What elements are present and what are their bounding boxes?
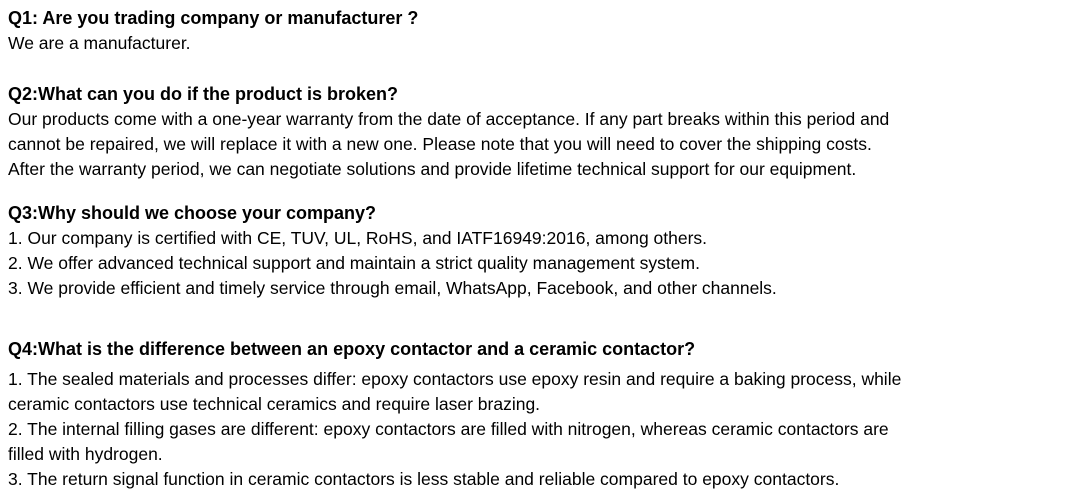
faq-answer-line: ceramic contactors use technical ceramics and require laser brazing. bbox=[8, 394, 541, 414]
faq-answer-line: 2. The internal filling gases are different: epoxy contactors are filled with nitrogen, whereas ceramic contactors are bbox=[8, 419, 889, 439]
faq-answer-q4 bbox=[8, 367, 1062, 492]
faq-section-q2 bbox=[8, 82, 1062, 182]
faq-answer-line: filled with hydrogen. bbox=[8, 444, 163, 464]
faq-question-q4: Q4:What is the difference between an epoxy contactor and a ceramic contactor? bbox=[8, 339, 696, 359]
faq-answer-line: 2. We offer advanced technical support and maintain a strict quality management system. bbox=[8, 253, 700, 273]
faq-section-q3 bbox=[8, 201, 1062, 301]
faq-answer-line: 3. We provide efficient and timely service through email, WhatsApp, Facebook, and other channels. bbox=[8, 278, 777, 298]
faq-question-q2: Q2:What can you do if the product is broken? bbox=[8, 84, 399, 104]
faq-question-q3: Q3:Why should we choose your company? bbox=[8, 203, 377, 223]
faq-answer-line: Our products come with a one-year warranty from the date of acceptance. If any part breaks within this period and bbox=[8, 109, 890, 129]
faq-answer-line: 3. The return signal function in ceramic contactors is less stable and reliable compared to epoxy contactors. bbox=[8, 469, 840, 489]
faq-answer-q2 bbox=[8, 107, 1062, 182]
faq-question-q1: Q1: Are you trading company or manufacturer ? bbox=[8, 8, 419, 28]
faq-answer-q3 bbox=[8, 226, 1062, 301]
faq-answer-line: cannot be repaired, we will replace it with a new one. Please note that you will need to cover the shipping costs. bbox=[8, 134, 872, 154]
faq-answer-line: After the warranty period, we can negotiate solutions and provide lifetime technical support for our equipment. bbox=[8, 159, 857, 179]
faq-answer-line: 1. Our company is certified with CE, TUV, UL, RoHS, and IATF16949:2016, among others. bbox=[8, 228, 708, 248]
faq-answer-line: 1. The sealed materials and processes differ: epoxy contactors use epoxy resin and require a baking process, while bbox=[8, 369, 902, 389]
faq-answer-q1 bbox=[8, 31, 1062, 56]
faq-section-q1 bbox=[8, 6, 1062, 56]
faq-section-q4 bbox=[8, 337, 1062, 492]
faq-answer-line: We are a manufacturer. bbox=[8, 33, 191, 53]
